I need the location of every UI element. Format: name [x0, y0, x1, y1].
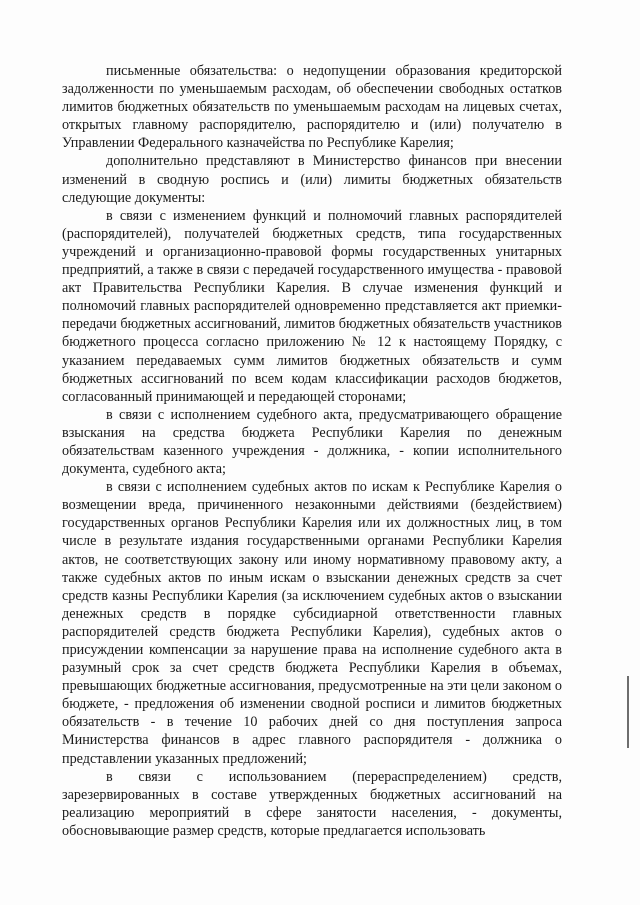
paragraph-2: дополнительно представляют в Министерство финансов при внесении изменений в сводную роспись и (или) лимиты бюджетных обязательств следующие документы: [62, 153, 562, 206]
paragraph-4: в связи с исполнением судебного акта, предусматривающего обращение взыскания на средства бюджета Республики Карелия по денежным обязательствам казенного учреждения - должника, - копии исполнительного документа, судебного акта; [62, 406, 562, 478]
document-body [62, 62, 562, 840]
paragraph-1: письменные обязательства: о недопущении образования кредиторской задолженности по уменьшаемым расходам, об обеспечении свободных остатков лимитов бюджетных обязательств по уменьшаемым расходам на лицевых счетах, открытых главному распорядителю, распорядителю и (или) получателю в Управлении Федерального казначейства по Республике Карелия; [62, 63, 562, 152]
scan-edge-mark [627, 676, 629, 748]
paragraph-5: в связи с исполнением судебных актов по искам к Республике Карелия о возмещении вреда, причиненного незаконными действиями (бездействием) государственных органов Республики Карелия или их должностных лиц, в том числе в результате издания государственными органами Республики Карелия актов, не соответствующих закону или иному нормативному правовому акту, а также судебных актов по иным искам о взыскании денежных средств за счет средств казны Республики Карелия (за исключением судебных актов о взыскании денежных средств в порядке субсидиарной ответственности главных распорядителей средств бюджета Республики Карелия), судебных актов о присуждении компенсации за нарушение права на исполнение судебного акта в разумный срок за счет средств бюджета Республики Карелия в объемах, превышающих бюджетные ассигнования, предусмотренные на эти цели законом о бюджете, - предложения об изменении сводной росписи и лимитов бюджетных обязательств - в течение 10 рабочих дней со дня поступления запроса Министерства финансов в адрес главного распорядителя - должника о представлении указанных предложений; [62, 479, 562, 767]
paragraph-3: в связи с изменением функций и полномочий главных распорядителей (распорядителей), получателей бюджетных средств, типа государственных учреждений и организационно-правовой формы государственных унитарных предприятий, а также в связи с передачей государственного имущества - правовой акт Правительства Республики Карелия. В случае изменения функций и полномочий главных распорядителей одновременно представляется акт приемки-передачи бюджетных ассигнований, лимитов бюджетных обязательств участников бюджетного процесса согласно приложению № 12 к настоящему Порядку, с указанием передаваемых сумм лимитов бюджетных обязательств и сумм бюджетных ассигнований по всем кодам классификации расходов бюджетов, согласованный принимающей и передающей сторонами; [62, 207, 562, 405]
paragraph-6: в связи с использованием (перераспределением) средств, зарезервированных в составе утвержденных бюджетных ассигнований на реализацию мероприятий в сфере занятости населения, - документы, обосновывающие размер средств, которые предлагается использовать [62, 768, 562, 839]
